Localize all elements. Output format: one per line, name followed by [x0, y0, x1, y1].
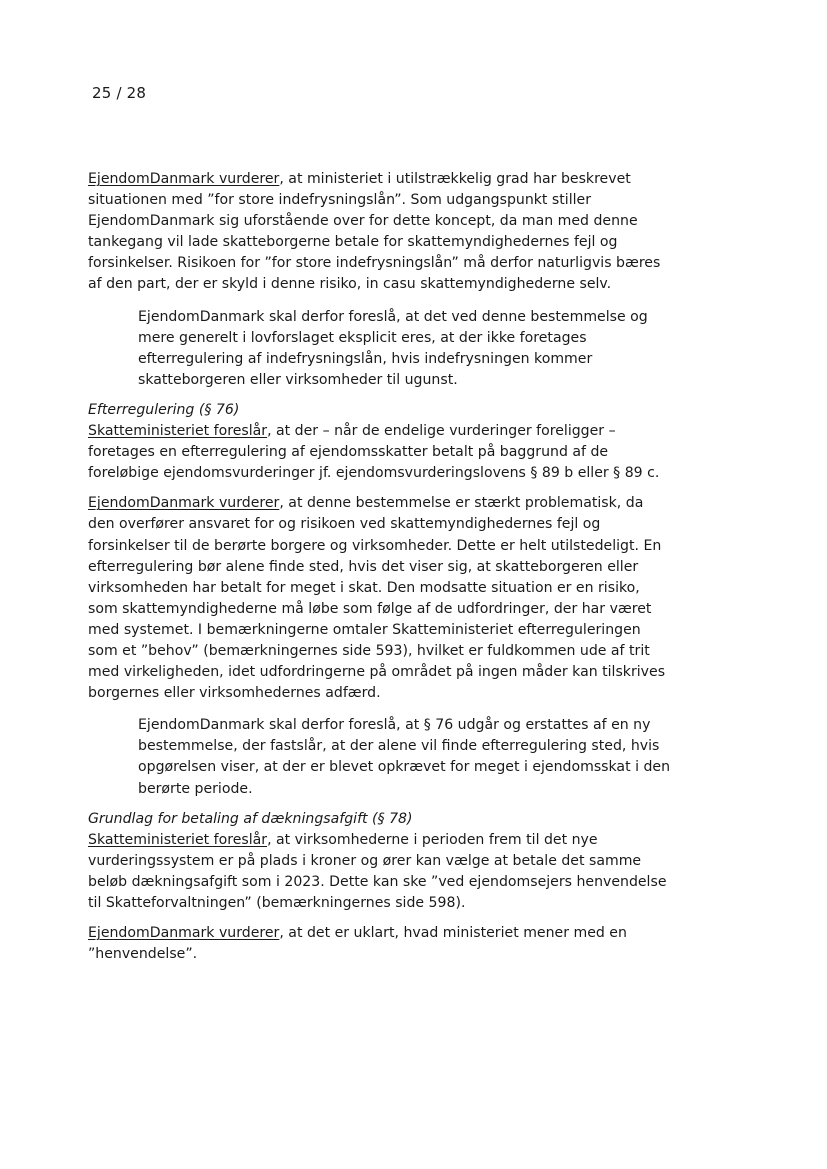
section-heading-daekningsafgift: Grundlag for betaling af dækningsafgift (§ 78)	[88, 810, 413, 827]
recommendation-efterregulering: EjendomDanmark skal derfor foreslå, at § 76 udgår og erstattes af en ny bestemmelse, der fastslår, at der alene vil finde efterregulering sted, hvis opgørelsen viser, at der er blevet opkrævet for meget i ejendomsskat i den berørte periode.	[138, 717, 671, 797]
page-number: 25 / 28	[92, 84, 147, 102]
paragraph-lead: EjendomDanmark vurderer	[88, 925, 280, 942]
recommendation-freeze-loans: EjendomDanmark skal derfor foreslå, at det ved denne bestemmelse og mere generelt i lovforslaget eksplicit eres, at der ikke foretages efterregulering af indefrysningslån, hvis indefrysningen kommer skatteborgeren eller virksomheder til ugunst.	[138, 308, 648, 388]
paragraph-lead: EjendomDanmark vurderer	[88, 171, 280, 187]
paragraph-lead: Skatteministeriet foreslår	[88, 831, 268, 848]
paragraph-text: , at denne bestemmelse er stærkt problematisk, da den overfører ansvaret for og risikoen ved skattemyndighedernes fejl og forsinkelser til de berørte borgere og virksomheder. Dette er helt utilstedeligt. En efterregulering bør alene finde sted, hvis det viser sig, at skatteborgeren eller virksomheden har betalt for meget i skat. Den modsatte situation er en risiko, som skattemyndighederne må løbe som følge af de udfordringer, der har været med systemet. I bemærkningerne omtaler Skatteministeriet efterreguleringen som et ”behov” (bemærkningernes side 593), hvilket er fuldkommen ude af trit med virkeligheden, idet udfordringerne på området på ingen måder kan tilskrives borgernes eller virksomhedernes adfærd.	[88, 495, 666, 702]
document-body	[88, 169, 673, 974]
paragraph-assessment-freeze-loans	[88, 169, 673, 296]
paragraph-text: , at ministeriet i utilstrækkelig grad har beskrevet situationen med ”for store indefrysningslån”. Som udgangspunkt stiller EjendomDanmark sig uforstående over for dette koncept, da man med denne tankegang vil lade skatteborgerne betale for skattemyndighedernes fejl og forsinkelser. Risikoen for ”for store indefrysningslån” må derfor naturligvis bæres af den part, der er skyld i denne risiko, in casu skattemyndighederne selv.	[88, 171, 661, 293]
paragraph-assessment-efterregulering	[88, 493, 673, 704]
section-heading-efterregulering: Efterregulering (§ 76)	[88, 401, 240, 418]
paragraph-assessment-henvendelse	[88, 923, 673, 965]
paragraph-text: , at det er uklart, hvad ministeriet mener med en ”henvendelse”.	[88, 925, 627, 963]
paragraph-proposal-efterregulering	[88, 421, 673, 484]
paragraph-text: , at virksomhederne i perioden frem til det nye vurderingssystem er på plads i kroner og ører kan vælge at betale det samme beløb dækningsafgift som i 2023. Dette kan ske ”ved ejendomsejers henvendelse til Skatteforvaltningen” (bemærkningernes side 598).	[88, 831, 667, 911]
paragraph-lead: EjendomDanmark vurderer	[88, 495, 280, 512]
paragraph-lead: Skatteministeriet foreslår	[88, 423, 268, 440]
paragraph-proposal-daekningsafgift	[88, 830, 673, 914]
paragraph-text: , at der – når de endelige vurderinger foreligger – foretages en efterregulering af ejendomsskatter betalt på baggrund af de foreløbige ejendomsvurderinger jf. ejendomsvurderingslovens § 89 b eller § 89 c.	[88, 423, 660, 482]
